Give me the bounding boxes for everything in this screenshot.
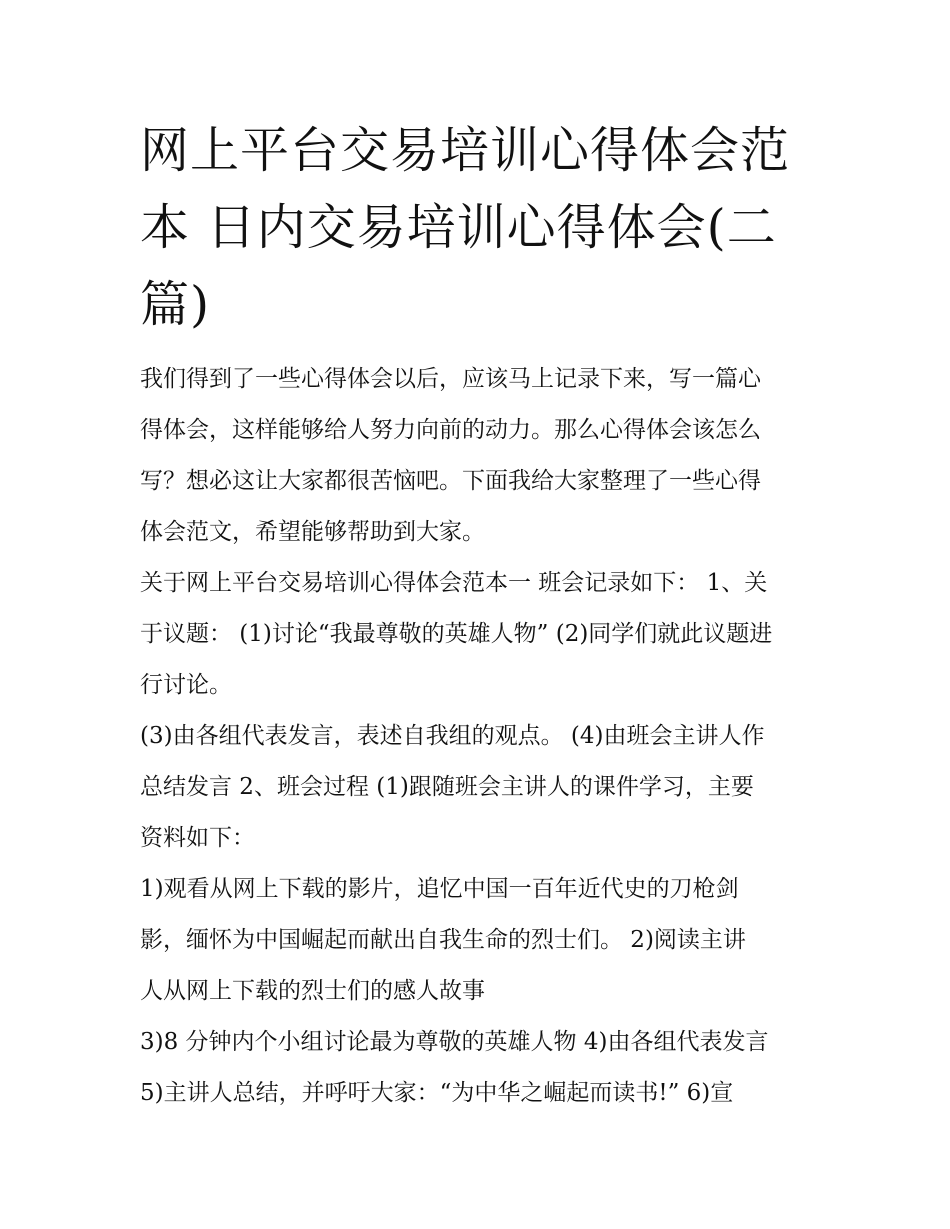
text-line: 体会范文，希望能够帮助到大家。 <box>140 519 485 545</box>
paragraph-group-speech <box>140 711 816 864</box>
text-line: 资料如下： <box>140 825 255 851</box>
text-line: 人从网上下载的烈士们的感人故事 <box>140 978 485 1004</box>
text-line: 1)观看从网上下载的影片，追忆中国一百年近代史的刀枪剑 <box>140 876 739 902</box>
text-line: 行讨论。 <box>140 672 232 698</box>
text-line: 关于网上平台交易培训心得体会范本一 班会记录如下： 1、关 <box>140 570 768 596</box>
text-line: 3)8 分钟内个小组讨论最为尊敬的英雄人物 4)由各组代表发言 <box>140 1029 769 1055</box>
paragraph-video <box>140 864 816 1017</box>
paragraph-discussion <box>140 1017 816 1119</box>
text-line: (3)由各组代表发言，表述自我组的观点。 (4)由班会主讲人作 <box>140 723 765 749</box>
text-line: 写？想必这让大家都很苦恼吧。下面我给大家整理了一些心得 <box>140 468 761 494</box>
document-title: 网上平台交易培训心得体会范本 日内交易培训心得体会(二篇) <box>140 122 791 333</box>
text-line: 影，缅怀为中国崛起而献出自我生命的烈士们。 2)阅读主讲 <box>140 927 746 953</box>
text-line: 5)主讲人总结，并呼吁大家：“为中华之崛起而读书!” 6)宣 <box>140 1080 734 1106</box>
text-line: 于议题： (1)讨论“我最尊敬的英雄人物” (2)同学们就此议题进 <box>140 621 773 647</box>
text-line: 我们得到了一些心得体会以后，应该马上记录下来，写一篇心 <box>140 366 761 392</box>
paragraph-intro <box>140 354 816 558</box>
text-line: 总结发言 2、班会过程 (1)跟随班会主讲人的课件学习，主要 <box>140 774 754 800</box>
document-body <box>140 354 816 1119</box>
text-line: 得体会，这样能够给人努力向前的动力。那么心得体会该怎么 <box>140 417 761 443</box>
paragraph-meeting-record <box>140 558 816 711</box>
